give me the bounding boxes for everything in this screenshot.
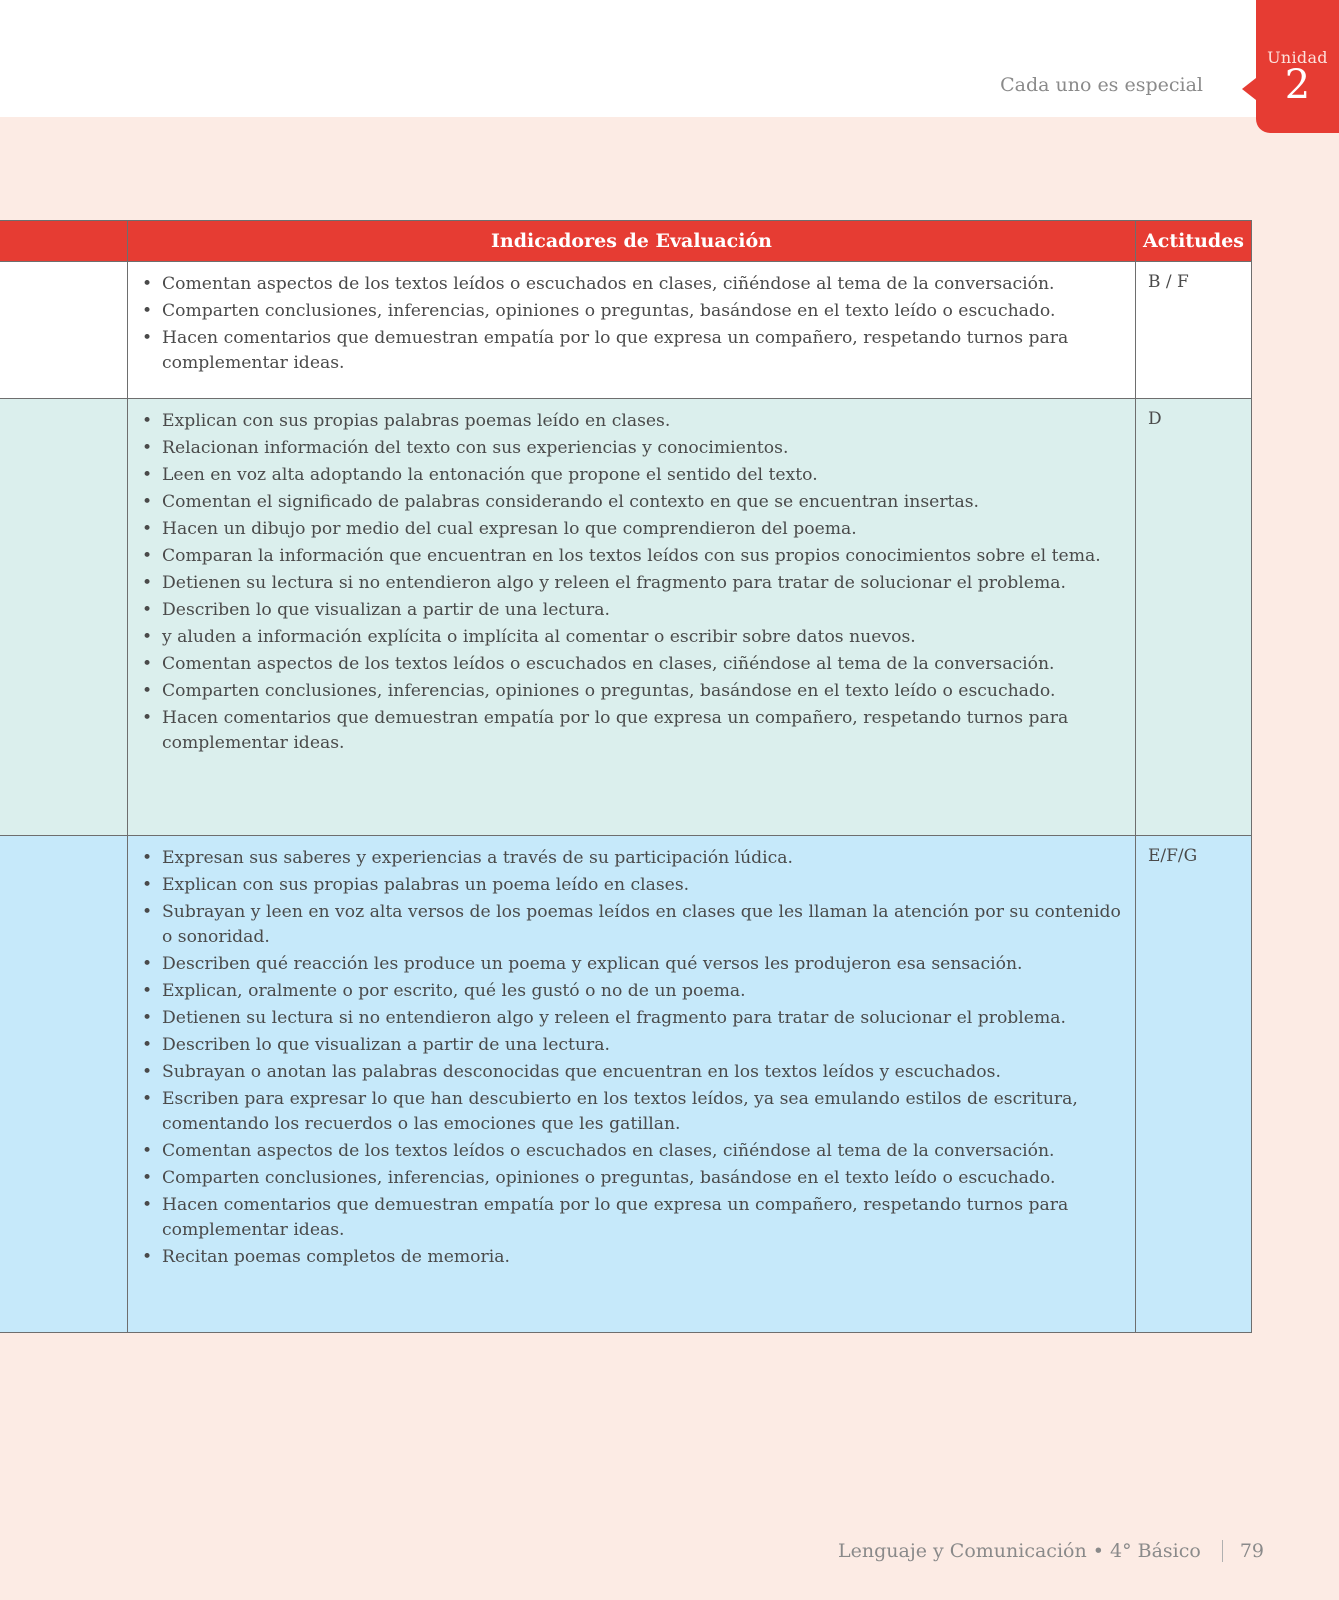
table-header-row xyxy=(0,221,1252,262)
indicator-item: • Hacen un dibujo por medio del cual expresan lo que comprendieron del poema. xyxy=(142,517,1123,542)
page-footer xyxy=(838,1540,1264,1562)
indicator-item: • Subrayan o anotan las palabras desconocidas que encuentran en los textos leídos y escuchados. xyxy=(142,1060,1123,1085)
table-row xyxy=(0,399,1252,836)
indicator-item: • Comentan aspectos de los textos leídos o escuchados en clases, ciñéndose al tema de la conversación. xyxy=(142,1139,1123,1164)
indicator-item: • y aluden a información explícita o implícita al comentar o escribir sobre datos nuevos. xyxy=(142,625,1123,650)
indicator-item: • Comentan el significado de palabras considerando el contexto en que se encuentran insertas. xyxy=(142,490,1123,515)
indicator-item: • Hacen comentarios que demuestran empatía por lo que expresa un compañero, respetando turnos para complementar ideas. xyxy=(142,706,1123,756)
indicator-item: • Explican con sus propias palabras un poema leído en clases. xyxy=(142,873,1123,898)
indicator-item: • Describen qué reacción les produce un poema y explican qué versos les produjeron esa sensación. xyxy=(142,952,1123,977)
table-row xyxy=(0,836,1252,1333)
unit-label: Unidad xyxy=(1267,48,1328,67)
indicators-cell xyxy=(128,399,1136,836)
indicator-item: • Hacen comentarios que demuestran empatía por lo que expresa un compañero, respetando turnos para complementar ideas. xyxy=(142,1193,1123,1243)
indicator-item: • Subrayan y leen en voz alta versos de los poemas leídos en clases que les llaman la atención por su contenido o sonoridad. xyxy=(142,900,1123,950)
attitudes-cell: E/F/G xyxy=(1136,836,1252,1333)
indicator-item: • Relacionan información del texto con sus experiencias y conocimientos. xyxy=(142,436,1123,461)
unit-number: 2 xyxy=(1284,62,1311,108)
table-row xyxy=(0,262,1252,399)
unit-title: Cada uno es especial xyxy=(1000,74,1203,96)
header-empty-cell xyxy=(0,221,128,262)
indicator-item: • Comparan la información que encuentran en los textos leídos con sus propios conocimientos sobre el tema. xyxy=(142,544,1123,569)
indicator-item: • Explican, oralmente o por escrito, qué les gustó o no de un poema. xyxy=(142,979,1123,1004)
empty-cell xyxy=(0,262,128,399)
evaluation-table xyxy=(0,220,1252,1333)
indicator-list xyxy=(128,262,1135,376)
indicator-item: • Detienen su lectura si no entendieron algo y releen el fragmento para tratar de solucionar el problema. xyxy=(142,1006,1123,1031)
empty-cell xyxy=(0,836,128,1333)
footer-subject: Lenguaje y Comunicación • 4° Básico xyxy=(838,1540,1201,1562)
indicator-item: • Describen lo que visualizan a partir de una lectura. xyxy=(142,598,1123,623)
indicator-item: • Leen en voz alta adoptando la entonación que propone el sentido del texto. xyxy=(142,463,1123,488)
indicator-item: • Explican con sus propias palabras poemas leído en clases. xyxy=(142,409,1123,434)
indicators-cell xyxy=(128,262,1136,399)
indicator-item: • Hacen comentarios que demuestran empatía por lo que expresa un compañero, respetando turnos para complementar ideas. xyxy=(142,326,1123,376)
indicator-item: • Describen lo que visualizan a partir de una lectura. xyxy=(142,1033,1123,1058)
header-attitudes: Actitudes xyxy=(1136,221,1252,262)
indicator-item: • Comentan aspectos de los textos leídos o escuchados en clases, ciñéndose al tema de la conversación. xyxy=(142,272,1123,297)
empty-cell xyxy=(0,399,128,836)
indicator-list xyxy=(128,836,1135,1270)
top-band xyxy=(0,0,1339,117)
indicator-item: • Comparten conclusiones, inferencias, opiniones o preguntas, basándose en el texto leído o escuchado. xyxy=(142,1166,1123,1191)
indicator-item: • Recitan poemas completos de memoria. xyxy=(142,1245,1123,1270)
indicator-item: • Comparten conclusiones, inferencias, opiniones o preguntas, basándose en el texto leído o escuchado. xyxy=(142,299,1123,324)
indicators-cell xyxy=(128,836,1136,1333)
unit-tab xyxy=(1256,0,1339,133)
footer-divider xyxy=(1222,1540,1223,1562)
indicator-item: • Detienen su lectura si no entendieron algo y releen el fragmento para tratar de solucionar el problema. xyxy=(142,571,1123,596)
header-indicators: Indicadores de Evaluación xyxy=(128,221,1136,262)
indicator-list xyxy=(128,399,1135,756)
attitudes-cell: B / F xyxy=(1136,262,1252,399)
indicator-item: • Escriben para expresar lo que han descubierto en los textos leídos, ya sea emulando estilos de escritura, comentando los recuerdos o las emociones que les gatillan. xyxy=(142,1087,1123,1137)
page-number: 79 xyxy=(1239,1540,1264,1562)
indicator-item: • Comentan aspectos de los textos leídos o escuchados en clases, ciñéndose al tema de la conversación. xyxy=(142,652,1123,677)
indicator-item: • Expresan sus saberes y experiencias a través de su participación lúdica. xyxy=(142,846,1123,871)
indicator-item: • Comparten conclusiones, inferencias, opiniones o preguntas, basándose en el texto leído o escuchado. xyxy=(142,679,1123,704)
attitudes-cell: D xyxy=(1136,399,1252,836)
